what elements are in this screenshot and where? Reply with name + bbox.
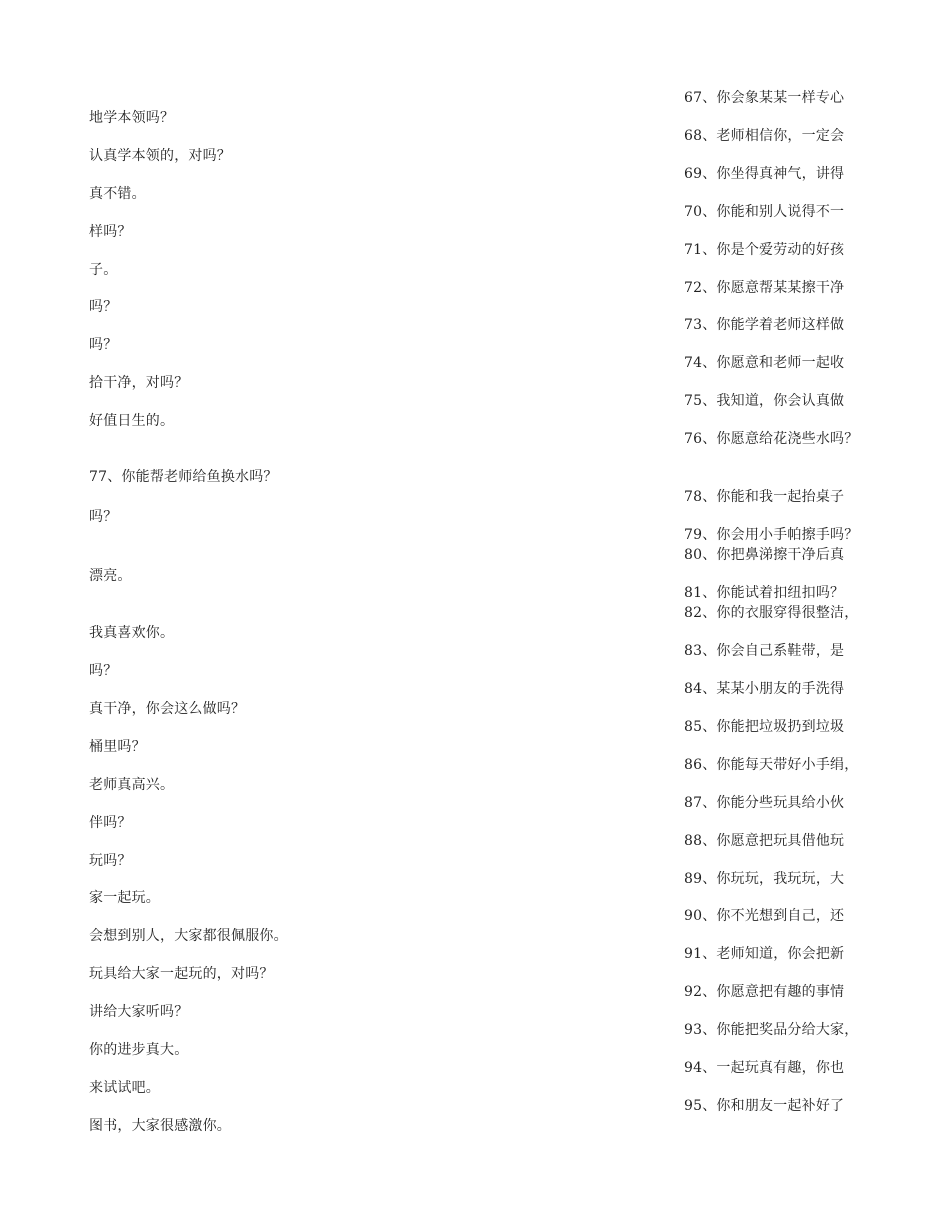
text-line: 玩具给大家一起玩的，对吗？ bbox=[89, 966, 274, 982]
text-line: 认真学本领的，对吗？ bbox=[89, 148, 231, 164]
text-line: 76、你愿意给花浇些水吗？ bbox=[684, 431, 859, 447]
text-line: 子。 bbox=[89, 262, 118, 278]
text-line: 74、你愿意和老师一起收 bbox=[684, 355, 845, 371]
text-line: 玩吗？ bbox=[89, 853, 132, 869]
text-line: 79、你会用小手帕擦手吗？ bbox=[684, 527, 859, 543]
text-line: 真不错。 bbox=[89, 186, 146, 202]
text-line: 93、你能把奖品分给大家， bbox=[684, 1022, 859, 1038]
text-line: 吗？ bbox=[89, 299, 118, 315]
text-line: 86、你能每天带好小手绢， bbox=[684, 757, 859, 773]
text-line: 83、你会自己系鞋带，是 bbox=[684, 643, 845, 659]
text-line: 69、你坐得真神气，讲得 bbox=[684, 166, 845, 182]
text-line: 我真喜欢你。 bbox=[89, 625, 175, 641]
text-line: 72、你愿意帮某某擦干净 bbox=[684, 280, 845, 296]
text-line: 84、某某小朋友的手洗得 bbox=[684, 681, 845, 697]
text-line: 77、你能帮老师给鱼换水吗？ bbox=[89, 469, 278, 485]
text-line: 样吗？ bbox=[89, 224, 132, 240]
text-line: 78、你能和我一起抬桌子 bbox=[684, 489, 845, 505]
text-line: 会想到别人，大家都很佩服你。 bbox=[89, 928, 288, 944]
text-line: 95、你和朋友一起补好了 bbox=[684, 1098, 845, 1114]
text-line: 92、你愿意把有趣的事情 bbox=[684, 984, 845, 1000]
text-line: 来试试吧。 bbox=[89, 1080, 160, 1096]
text-line: 漂亮。 bbox=[89, 568, 132, 584]
text-line: 地学本领吗？ bbox=[89, 110, 175, 126]
text-line: 71、你是个爱劳动的好孩 bbox=[684, 242, 845, 258]
text-line: 伴吗？ bbox=[89, 815, 132, 831]
text-line: 拾干净，对吗？ bbox=[89, 375, 189, 391]
text-line: 老师真高兴。 bbox=[89, 777, 175, 793]
text-line: 73、你能学着老师这样做 bbox=[684, 317, 845, 333]
text-line: 吗？ bbox=[89, 337, 118, 353]
text-line: 67、你会象某某一样专心 bbox=[684, 90, 845, 106]
text-line: 家一起玩。 bbox=[89, 890, 160, 906]
text-line: 好值日生的。 bbox=[89, 413, 175, 429]
text-line: 85、你能把垃圾扔到垃圾 bbox=[684, 719, 845, 735]
text-line: 吗？ bbox=[89, 509, 118, 525]
text-line: 80、你把鼻涕擦干净后真 bbox=[684, 547, 845, 563]
text-line: 88、你愿意把玩具借他玩 bbox=[684, 833, 845, 849]
text-line: 70、你能和别人说得不一 bbox=[684, 204, 845, 220]
text-line: 图书，大家很感激你。 bbox=[89, 1118, 231, 1134]
text-line: 82、你的衣服穿得很整洁， bbox=[684, 605, 859, 621]
text-line: 68、老师相信你，一定会 bbox=[684, 128, 845, 144]
text-line: 81、你能试着扣纽扣吗？ bbox=[684, 585, 845, 601]
text-line: 91、老师知道，你会把新 bbox=[684, 946, 845, 962]
text-line: 87、你能分些玩具给小伙 bbox=[684, 795, 845, 811]
text-line: 吗？ bbox=[89, 663, 118, 679]
text-line: 75、我知道，你会认真做 bbox=[684, 393, 845, 409]
text-line: 真干净，你会这么做吗？ bbox=[89, 701, 246, 717]
text-line: 讲给大家听吗？ bbox=[89, 1004, 189, 1020]
text-line: 你的进步真大。 bbox=[89, 1042, 189, 1058]
text-line: 桶里吗？ bbox=[89, 739, 146, 755]
text-line: 90、你不光想到自己，还 bbox=[684, 908, 845, 924]
text-line: 89、你玩玩，我玩玩，大 bbox=[684, 871, 845, 887]
text-line: 94、一起玩真有趣，你也 bbox=[684, 1060, 845, 1076]
